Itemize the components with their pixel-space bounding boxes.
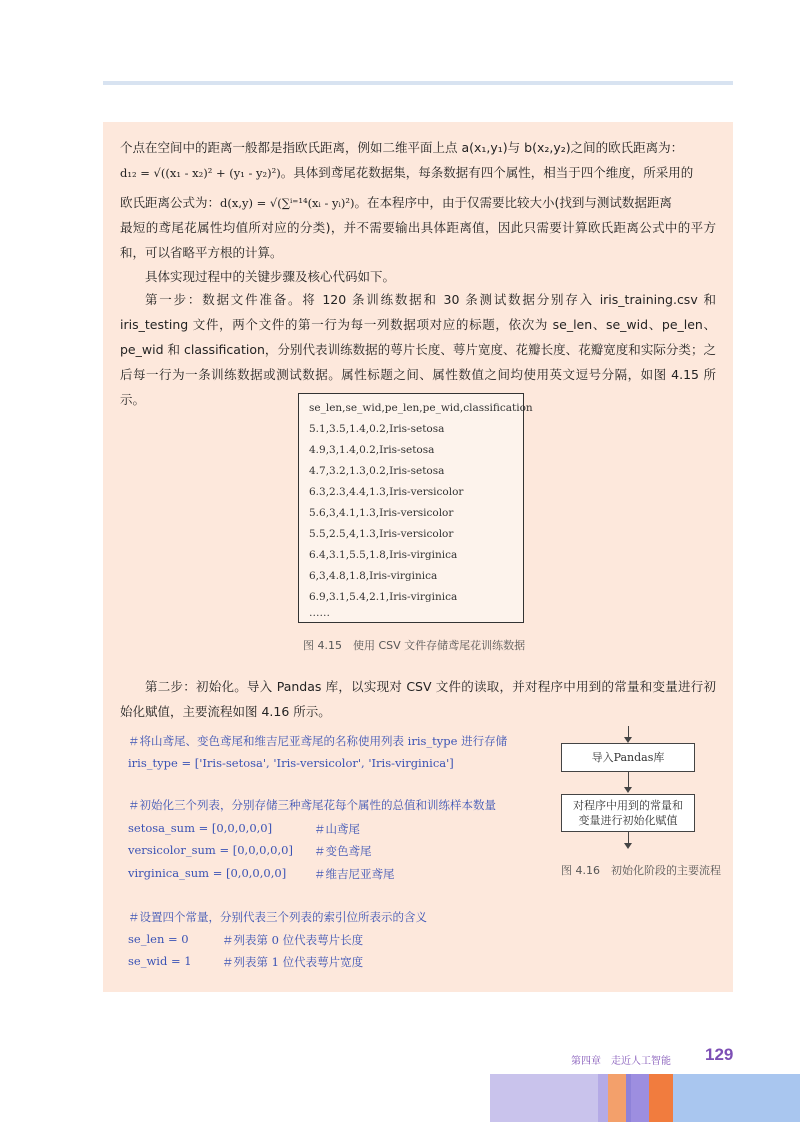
paragraph-2 — [120, 160, 716, 186]
flow-arrow-icon — [624, 787, 632, 793]
csv-line: 5.6,3,4.1,1.3,Iris-versicolor — [309, 507, 454, 519]
footer-color-bar — [673, 1074, 800, 1122]
csv-line: 6.9,3.1,5.4,2.1,Iris-virginica — [309, 591, 458, 603]
paragraph-3 — [120, 190, 716, 216]
code-inline-comment: ＃列表第 0 位代表萼片长度 — [222, 933, 364, 947]
paragraph-3-text: 欧氏距离公式为： — [120, 195, 221, 210]
paragraph-4: 最短的鸢尾花属性均值所对应的分类)，并不需要输出具体距离值，因此只需要计算欧氏距离公式中的平方和，可以省略平方根的计算。 — [120, 220, 716, 260]
figure-4-15-caption: 图 4.15 使用 CSV 文件存储鸢尾花训练数据 — [303, 639, 526, 652]
code-inline-comment: ＃变色鸢尾 — [314, 844, 372, 858]
code-inline-comment: ＃山鸢尾 — [314, 822, 360, 836]
csv-ellipsis: …… — [309, 607, 330, 619]
flow-box-initialize-line2: 变量进行初始化赋值 — [578, 814, 678, 827]
footer-color-bar — [649, 1074, 673, 1122]
code-comment-line: ＃设置四个常量，分别代表三个列表的索引位所表示的含义 — [128, 910, 427, 924]
code-inline-comment: ＃列表第 1 位代表萼片宽度 — [222, 955, 364, 969]
code-line: setosa_sum = [0,0,0,0,0] — [128, 821, 273, 835]
code-line: se_len = 0 — [128, 932, 189, 946]
footer-color-bar — [631, 1074, 649, 1122]
code-line: iris_type = ['Iris-setosa', 'Iris-versicolor', 'Iris-virginica'] — [128, 756, 454, 770]
distance-formula-2d: d₁₂ = √((x₁ - x₂)² + (y₁ - y₂)²) — [120, 166, 281, 180]
top-rule — [103, 81, 733, 85]
code-line: versicolor_sum = [0,0,0,0,0] — [128, 843, 293, 857]
footer-color-bar — [490, 1074, 598, 1122]
csv-line: 5.1,3.5,1.4,0.2,Iris-setosa — [309, 423, 445, 435]
footer-color-bar — [608, 1074, 626, 1122]
csv-line: 4.7,3.2,1.3,0.2,Iris-setosa — [309, 465, 445, 477]
footer-chapter: 第四章 走近人工智能 — [571, 1056, 671, 1067]
flow-box-initialize-line1: 对程序中用到的常量和 — [573, 799, 683, 812]
footer-color-bar — [598, 1074, 608, 1122]
distance-formula-4d: d(x,y) = √(∑ⁱ⁼¹⁴(xᵢ - yᵢ)²) — [220, 196, 355, 210]
flow-arrow-icon — [624, 843, 632, 849]
code-line: se_wid = 1 — [128, 954, 192, 968]
code-comment-line: ＃初始化三个列表，分别存储三种鸢尾花每个属性的总值和训练样本数量 — [128, 798, 496, 812]
paragraph-1: 个点在空间中的距离一般都是指欧氏距离，例如二维平面上点 a(x₁,y₁)与 b(x₂,y₂)之间的欧氏距离为： — [120, 140, 684, 155]
paragraph-2-text: 。具体到鸢尾花数据集，每条数据有四个属性，相当于四个维度，所采用的 — [280, 165, 694, 180]
paragraph-3-text2: 。在本程序中，由于仅需要比较大小(找到与测试数据距离 — [354, 195, 672, 210]
figure-4-16-caption: 图 4.16 初始化阶段的主要流程 — [561, 864, 721, 877]
csv-line: 4.9,3,1.4,0.2,Iris-setosa — [309, 444, 435, 456]
code-line: virginica_sum = [0,0,0,0,0] — [128, 866, 287, 880]
flow-box-initialize — [561, 794, 695, 832]
paragraph-6: 第一步：数据文件准备。将 120 条训练数据和 30 条测试数据分别存入 iris_training.csv 和 iris_testing 文件，两个文件的第一行为每一列数据项对应的标题，依次为 se_len、se_wid、pe_len、pe_wid 和 classification，分别代表训练数据的萼片长度、萼片宽度、花瓣长度、花瓣宽度和实际分类；之后每一行为一条训练数据或测试数据。属性标题之间、属性数值之间均使用英文逗号分隔，如图 4.15 所示。 — [120, 292, 716, 407]
csv-line: 6.3,2.3,4.4,1.3,Iris-versicolor — [309, 486, 464, 498]
figure-4-15-csv-data — [298, 393, 533, 623]
code-inline-comment: ＃维吉尼亚鸢尾 — [314, 867, 395, 881]
csv-line: 6.4,3.1,5.5,1.8,Iris-virginica — [309, 549, 458, 561]
csv-line: 6,3,4.8,1.8,Iris-virginica — [309, 570, 438, 582]
csv-line: 5.5,2.5,4,1.3,Iris-versicolor — [309, 528, 454, 540]
paragraph-7: 第二步：初始化。导入 Pandas 库，以实现对 CSV 文件的读取，并对程序中用到的常量和变量进行初始化赋值，主要流程如图 4.16 所示。 — [120, 679, 716, 719]
paragraph-5: 具体实现过程中的关键步骤及核心代码如下。 — [145, 269, 396, 284]
csv-header-line: se_len,se_wid,pe_len,pe_wid,classification — [309, 402, 533, 414]
page-number: 129 — [705, 1045, 734, 1064]
flow-connector — [628, 772, 629, 788]
code-comment-line: ＃将山鸢尾、变色鸢尾和维吉尼亚鸢尾的名称使用列表 iris_type 进行存储 — [128, 734, 508, 748]
flow-box-import-pandas: 导入Pandas库 — [561, 743, 695, 772]
